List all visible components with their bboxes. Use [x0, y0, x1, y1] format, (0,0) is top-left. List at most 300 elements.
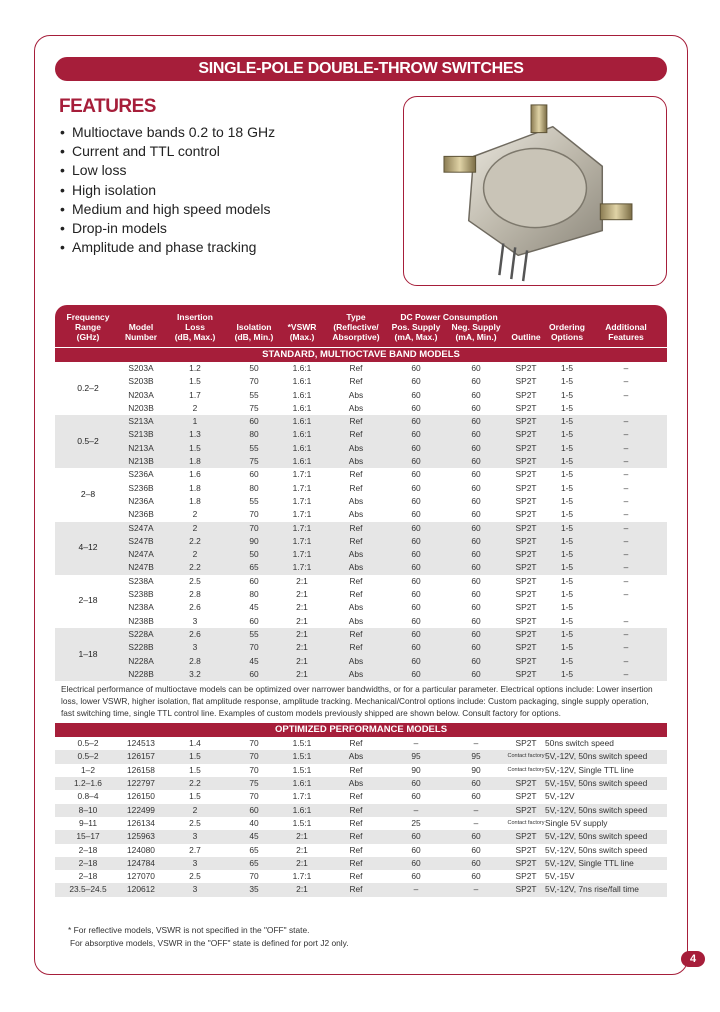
pos-supply: 60 [411, 376, 421, 387]
insertion-loss: 3.2 [189, 668, 201, 679]
vswr: 1.6:1 [292, 416, 312, 427]
vswr: 1.7:1 [292, 562, 312, 573]
model-number: N238B [128, 615, 154, 626]
spec-table [55, 305, 667, 897]
ordering-options: 1-5 [560, 615, 574, 626]
isolation: 65 [249, 857, 259, 868]
outline: SP2T [515, 402, 537, 413]
neg-supply: 60 [471, 791, 481, 802]
ordering-options: 1-5 [560, 456, 574, 467]
pos-supply: 25 [411, 817, 421, 828]
isolation: 60 [249, 469, 259, 480]
ordering-options: 1-5 [560, 655, 574, 666]
neg-supply: – [473, 817, 479, 828]
header-pos-supply: Pos. Supply (mA, Max.) [391, 322, 441, 342]
frequency-range: 0.2–2 [77, 382, 99, 393]
model-number: 124080 [127, 844, 155, 855]
isolation: 55 [249, 495, 259, 506]
vswr: 1.6:1 [292, 363, 312, 373]
model-number: 125963 [127, 831, 155, 842]
neg-supply: 60 [471, 402, 481, 413]
ordering-options: 1-5 [560, 509, 574, 520]
frequency-range: 1–18 [78, 648, 98, 659]
vswr: 2:1 [296, 668, 308, 679]
isolation: 55 [249, 442, 259, 453]
pos-supply: 60 [411, 791, 421, 802]
outline: SP2T [515, 416, 537, 427]
vswr: 1.7:1 [292, 549, 312, 560]
model-number: S238A [128, 575, 154, 586]
insertion-loss: 3 [192, 831, 198, 842]
isolation: 70 [249, 751, 259, 762]
neg-supply: 60 [471, 575, 481, 586]
header-outline: Outline [511, 332, 541, 342]
outline: SP2T [515, 871, 537, 882]
vswr: 1.5:1 [292, 764, 312, 775]
type: Abs [348, 495, 364, 506]
type: Ref [349, 482, 363, 493]
additional-features: – [623, 575, 629, 586]
isolation: 80 [249, 482, 259, 493]
frequency-range: 0.5–2 [77, 751, 99, 762]
insertion-loss: 1.6 [189, 469, 201, 480]
pos-supply: 60 [411, 402, 421, 413]
pos-supply: 60 [411, 668, 421, 679]
model-number: 124784 [127, 857, 155, 868]
vswr: 2:1 [296, 602, 308, 613]
isolation: 70 [249, 791, 259, 802]
ordering-options: 1-5 [560, 522, 574, 533]
frequency-range: 8–10 [78, 804, 98, 815]
pos-supply: 60 [411, 549, 421, 560]
isolation: 45 [249, 602, 259, 613]
optimized-table-body [55, 737, 667, 897]
ordering-options: 1-5 [560, 376, 574, 387]
frequency-range: 2–18 [78, 844, 98, 855]
type: Ref [349, 791, 363, 802]
model-group [55, 628, 667, 681]
outline: SP2T [515, 804, 537, 815]
neg-supply: 60 [471, 522, 481, 533]
neg-supply: 60 [471, 642, 481, 653]
outline: SP2T [515, 589, 537, 600]
ordering-options: 1-5 [560, 482, 574, 493]
pos-supply: – [413, 804, 419, 815]
insertion-loss: 3 [192, 857, 198, 868]
feature-item: • Current and TTL control [60, 142, 275, 161]
model-number: S203B [128, 376, 154, 387]
vswr: 1.5:1 [292, 738, 312, 749]
pos-supply: 60 [411, 469, 421, 480]
model-number: 126150 [127, 791, 155, 802]
spdt-switch-illustration [404, 97, 666, 285]
feature-item: • Low loss [60, 161, 275, 180]
isolation: 40 [249, 817, 259, 828]
model-group [55, 468, 667, 521]
frequency-range: 15–17 [76, 831, 100, 842]
additional-features: – [623, 628, 629, 639]
insertion-loss: 1.7 [189, 389, 201, 400]
type: Ref [349, 738, 363, 749]
vswr: 1.7:1 [292, 495, 312, 506]
vswr: 1.7:1 [292, 535, 312, 546]
header-vswr: *VSWR (Max.) [287, 322, 317, 342]
type: Ref [349, 535, 363, 546]
pos-supply: – [413, 884, 419, 895]
table-row [55, 817, 667, 830]
outline: SP2T [515, 602, 537, 613]
type: Ref [349, 376, 363, 387]
pos-supply: 60 [411, 778, 421, 789]
type: Abs [348, 456, 364, 467]
pos-supply: 60 [411, 363, 421, 373]
standard-table-body [55, 362, 667, 681]
insertion-loss: 1.5 [189, 764, 201, 775]
insertion-loss: 2.5 [189, 817, 201, 828]
additional-features: 5V,-12V [545, 791, 575, 802]
neg-supply: – [473, 738, 479, 749]
table-row [55, 575, 667, 588]
model-number: N228A [128, 655, 154, 666]
model-group [55, 362, 667, 415]
isolation: 45 [249, 655, 259, 666]
features-heading: FEATURES [59, 96, 156, 117]
vswr: 1.7:1 [292, 522, 312, 533]
table-row [55, 615, 667, 628]
additional-features: – [623, 642, 629, 653]
vswr: 1.6:1 [292, 804, 312, 815]
neg-supply: 90 [471, 764, 481, 775]
feature-item: • Drop-in models [60, 219, 275, 238]
neg-supply: 60 [471, 442, 481, 453]
type: Ref [349, 575, 363, 586]
neg-supply: 60 [471, 363, 481, 373]
table-row [55, 522, 667, 535]
outline: SP2T [515, 549, 537, 560]
additional-features: 5V,-12V, 50ns switch speed [545, 844, 648, 855]
pos-supply: 60 [411, 535, 421, 546]
additional-features: – [623, 562, 629, 573]
vswr: 2:1 [296, 615, 308, 626]
type: Abs [348, 602, 364, 613]
model-number: S213B [128, 429, 154, 440]
model-number: N203A [128, 389, 154, 400]
header-dc-power: DC Power Consumption [400, 312, 498, 322]
type: Ref [349, 642, 363, 653]
insertion-loss: 3 [192, 642, 198, 653]
table-row [55, 844, 667, 857]
outline: Contact factory [507, 766, 545, 773]
pos-supply: 60 [411, 482, 421, 493]
header-isolation: Isolation (dB, Min.) [234, 322, 274, 342]
insertion-loss: 1.5 [189, 442, 201, 453]
ordering-options: 1-5 [560, 402, 574, 413]
outline: Contact factory [507, 819, 545, 826]
pos-supply: 60 [411, 857, 421, 868]
model-number: S247B [128, 535, 154, 546]
model-number: N236A [128, 495, 154, 506]
type: Ref [349, 469, 363, 480]
table-row [55, 764, 667, 777]
outline: SP2T [515, 509, 537, 520]
frequency-range: 0.5–2 [77, 738, 99, 749]
insertion-loss: 2.8 [189, 589, 201, 600]
model-group [55, 522, 667, 575]
type: Ref [349, 363, 363, 373]
pos-supply: 60 [411, 642, 421, 653]
frequency-range: 1.2–1.6 [74, 778, 102, 789]
isolation: 70 [249, 376, 259, 387]
neg-supply: 60 [471, 535, 481, 546]
table-row [55, 737, 667, 750]
insertion-loss: 3 [192, 884, 198, 895]
isolation: 55 [249, 628, 259, 639]
ordering-options: 1-5 [560, 602, 574, 613]
neg-supply: 60 [471, 615, 481, 626]
insertion-loss: 2.2 [189, 562, 201, 573]
pos-supply: 60 [411, 442, 421, 453]
model-number: S203A [128, 363, 154, 373]
outline: SP2T [515, 363, 537, 373]
vswr: 2:1 [296, 589, 308, 600]
insertion-loss: 1.5 [189, 376, 201, 387]
model-number: N228B [128, 668, 154, 679]
type: Ref [349, 628, 363, 639]
footnote: For absorptive models, VSWR in the "OFF" state is defined for port J2 only. [70, 938, 349, 948]
table-row [55, 668, 667, 681]
insertion-loss: 2.2 [189, 778, 201, 789]
outline: SP2T [515, 615, 537, 626]
neg-supply: – [473, 804, 479, 815]
header-frequency: Frequency Range (GHz) [66, 312, 110, 342]
insertion-loss: 1.5 [189, 751, 201, 762]
model-number: N213B [128, 456, 154, 467]
neg-supply: 60 [471, 589, 481, 600]
type: Ref [349, 804, 363, 815]
table-row [55, 790, 667, 803]
type: Ref [349, 871, 363, 882]
table-row [55, 655, 667, 668]
model-group [55, 575, 667, 628]
model-number: 124513 [127, 738, 155, 749]
neg-supply: 60 [471, 429, 481, 440]
table-row [55, 777, 667, 790]
isolation: 80 [249, 429, 259, 440]
frequency-range: 0.8–4 [77, 791, 99, 802]
ordering-options: 1-5 [560, 535, 574, 546]
insertion-loss: 2.6 [189, 602, 201, 613]
neg-supply: 60 [471, 389, 481, 400]
vswr: 1.6:1 [292, 376, 312, 387]
additional-features: – [623, 509, 629, 520]
isolation: 75 [249, 402, 259, 413]
table-row [55, 804, 667, 817]
type: Ref [349, 857, 363, 868]
ordering-options: 1-5 [560, 363, 574, 373]
type: Abs [348, 389, 364, 400]
outline: SP2T [515, 376, 537, 387]
isolation: 70 [249, 738, 259, 749]
outline: SP2T [515, 482, 537, 493]
table-row [55, 535, 667, 548]
additional-features: – [623, 456, 629, 467]
isolation: 80 [249, 589, 259, 600]
pos-supply: 60 [411, 495, 421, 506]
insertion-loss: 1.8 [189, 456, 201, 467]
additional-features: 5V,-15V [545, 871, 575, 882]
insertion-loss: 2 [192, 402, 198, 413]
frequency-range: 1–2 [81, 764, 95, 775]
outline: SP2T [515, 442, 537, 453]
type: Ref [349, 522, 363, 533]
feature-item: • Amplitude and phase tracking [60, 238, 275, 257]
isolation: 70 [249, 871, 259, 882]
insertion-loss: 2 [192, 509, 198, 520]
frequency-range: 2–8 [80, 488, 96, 499]
ordering-options: 1-5 [560, 416, 574, 427]
header-insertion-loss: Insertion Loss (dB, Max.) [174, 312, 216, 342]
isolation: 60 [249, 416, 259, 427]
type: Abs [348, 668, 364, 679]
insertion-loss: 2 [192, 804, 198, 815]
header-additional: Additional Features [605, 322, 647, 342]
features-list [60, 123, 275, 257]
header-type: Type (Reflective/ Absorptive) [332, 312, 380, 342]
frequency-range: 0.5–2 [77, 435, 99, 446]
isolation: 70 [249, 764, 259, 775]
table-row [55, 402, 667, 415]
vswr: 1.5:1 [292, 817, 312, 828]
optimized-section-title: OPTIMIZED PERFORMANCE MODELS [55, 723, 667, 737]
model-number: N203B [128, 402, 154, 413]
isolation: 70 [249, 522, 259, 533]
pos-supply: 60 [411, 416, 421, 427]
table-row [55, 375, 667, 388]
additional-features: – [623, 442, 629, 453]
additional-features: – [623, 416, 629, 427]
ordering-options: 1-5 [560, 575, 574, 586]
model-number: S228B [128, 642, 154, 653]
pos-supply: 60 [411, 844, 421, 855]
additional-features: – [623, 549, 629, 560]
insertion-loss: 2 [192, 549, 198, 560]
model-number: 126158 [127, 764, 155, 775]
table-row [55, 883, 667, 896]
additional-features: 5V,-12V, Single TTL line [545, 857, 634, 868]
neg-supply: 60 [471, 416, 481, 427]
table-row [55, 468, 667, 481]
isolation: 75 [249, 778, 259, 789]
table-row [55, 857, 667, 870]
pos-supply: 95 [411, 751, 421, 762]
type: Ref [349, 429, 363, 440]
pos-supply: 60 [411, 628, 421, 639]
isolation: 75 [249, 456, 259, 467]
additional-features: – [623, 655, 629, 666]
model-number: 122499 [127, 804, 155, 815]
ordering-options: 1-5 [560, 642, 574, 653]
table-row [55, 548, 667, 561]
isolation: 60 [249, 615, 259, 626]
model-number: N213A [128, 442, 154, 453]
table-row [55, 482, 667, 495]
neg-supply: 60 [471, 495, 481, 506]
table-row [55, 641, 667, 654]
additional-features: – [623, 495, 629, 506]
ordering-options: 1-5 [560, 589, 574, 600]
additional-features: – [623, 389, 629, 400]
insertion-loss: 1.5 [189, 791, 201, 802]
type: Abs [348, 402, 364, 413]
isolation: 35 [249, 884, 259, 895]
frequency-range: 4–12 [78, 542, 98, 553]
additional-features: 5V,-12V, 7ns rise/fall time [545, 884, 639, 895]
additional-features: – [623, 363, 629, 373]
type: Abs [348, 562, 364, 573]
type: Abs [348, 509, 364, 520]
type: Ref [349, 844, 363, 855]
neg-supply: – [473, 884, 479, 895]
frequency-range: 2–18 [78, 871, 98, 882]
outline: SP2T [515, 562, 537, 573]
type: Abs [348, 615, 364, 626]
additional-features: – [623, 522, 629, 533]
pos-supply: 60 [411, 429, 421, 440]
table-row [55, 628, 667, 641]
outline: SP2T [515, 884, 537, 895]
table-row [55, 750, 667, 763]
model-number: N238A [128, 602, 154, 613]
ordering-options: 1-5 [560, 429, 574, 440]
model-number: 122797 [127, 778, 155, 789]
insertion-loss: 1.8 [189, 495, 201, 506]
vswr: 1.5:1 [292, 751, 312, 762]
outline: SP2T [515, 844, 537, 855]
insertion-loss: 2.6 [189, 628, 201, 639]
pos-supply: 60 [411, 602, 421, 613]
neg-supply: 60 [471, 482, 481, 493]
pos-supply: 60 [411, 522, 421, 533]
table-row [55, 830, 667, 843]
frequency-range: 2–18 [78, 857, 98, 868]
outline: SP2T [515, 429, 537, 440]
model-number: S213A [128, 416, 154, 427]
neg-supply: 60 [471, 668, 481, 679]
vswr: 2:1 [296, 575, 308, 586]
feature-item: • Medium and high speed models [60, 200, 275, 219]
type: Abs [348, 751, 364, 762]
neg-supply: 60 [471, 456, 481, 467]
ordering-options: 1-5 [560, 668, 574, 679]
table-row [55, 870, 667, 883]
page-number: 4 [681, 951, 705, 967]
footnotes [68, 924, 349, 950]
neg-supply: 60 [471, 857, 481, 868]
pos-supply: 90 [411, 764, 421, 775]
ordering-options: 1-5 [560, 628, 574, 639]
feature-item: • High isolation [60, 181, 275, 200]
ordering-options: 1-5 [560, 562, 574, 573]
neg-supply: 60 [471, 509, 481, 520]
ordering-options: 1-5 [560, 442, 574, 453]
insertion-loss: 2 [192, 522, 198, 533]
standard-note: Electrical performance of multioctave models can be optimized over narrower bandwidths, or for a particular parameter. Electrical options include: Lower insertion loss, lower VSWR, higher isolation, flat amplitude response, amplitude tracking. Mechanical/Control options include: Custom packaging, single supply operation, fast switching time, single TTL control line. Examples of custom models previously shipped are shown below. Consult factory for options. [55, 681, 667, 723]
model-number: 126157 [127, 751, 155, 762]
model-number: N236B [128, 509, 154, 520]
vswr: 1.6:1 [292, 402, 312, 413]
outline: SP2T [515, 575, 537, 586]
frequency-range: 23.5–24.5 [69, 884, 107, 895]
